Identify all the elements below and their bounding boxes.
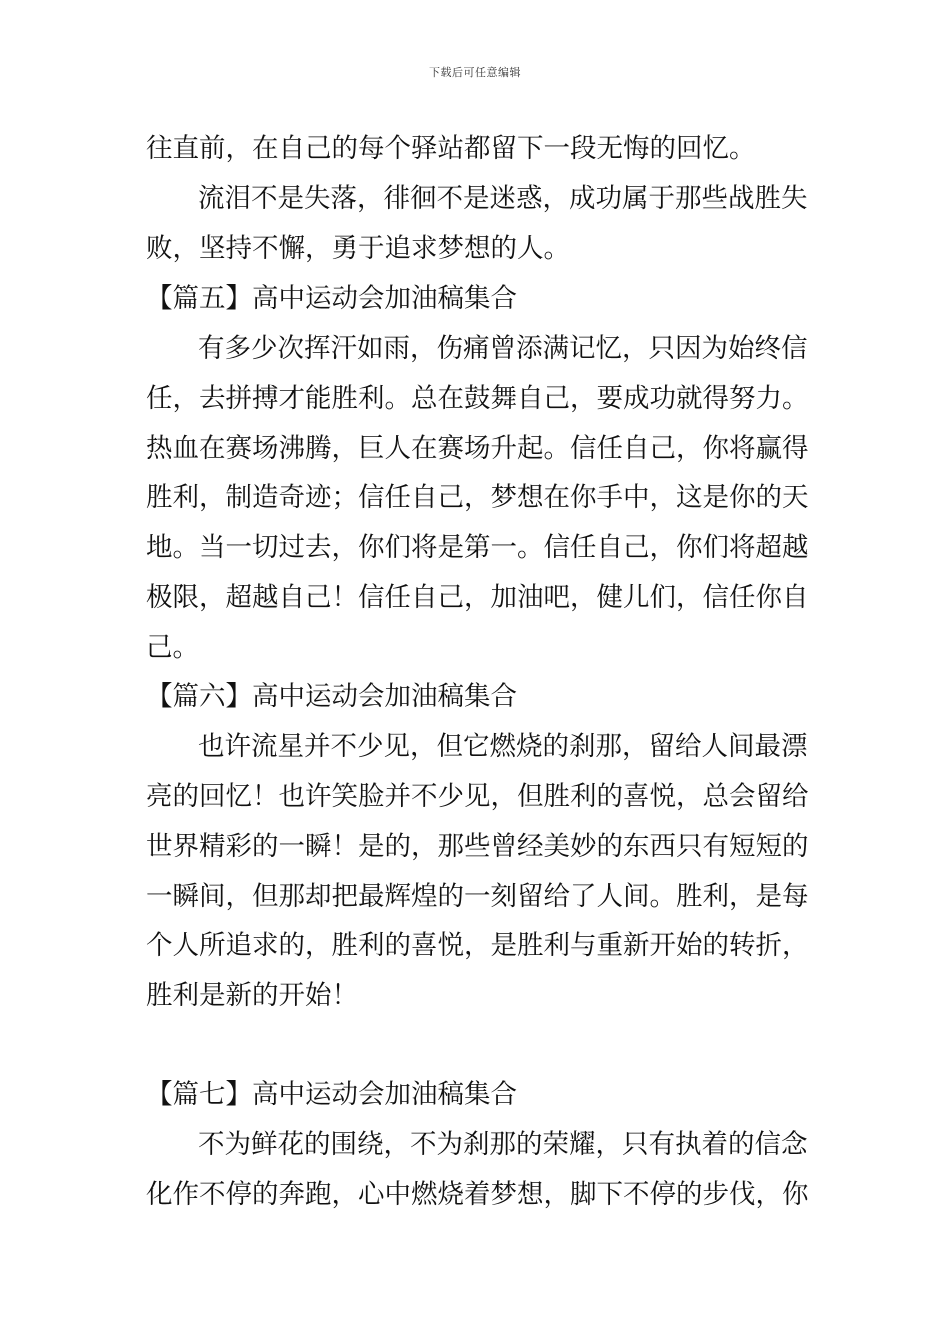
header-note: 下载后可任意编辑 [429,66,521,79]
paragraph-line: 一瞬间，但那却把最辉煌的一刻留给了人间。胜利，是每 [146,881,809,912]
paragraph-line: 己。 [146,632,199,663]
paragraph-line: 热血在赛场沸腾，巨人在赛场升起。信任自己，你将赢得 [146,433,809,464]
paragraph-line: 个人所追求的，胜利的喜悦，是胜利与重新开始的转折， [146,930,809,961]
paragraph-line: 亮的回忆！也许笑脸并不少见，但胜利的喜悦，总会留给 [146,781,809,812]
paragraph-line: 也许流星并不少见，但它燃烧的刹那，留给人间最漂 [198,731,808,762]
paragraph-line: 有多少次挥汗如雨，伤痛曾添满记忆，只因为始终信 [198,333,808,364]
paragraph-line: 不为鲜花的围绕，不为刹那的荣耀，只有执着的信念 [198,1129,808,1160]
paragraph-line: 化作不停的奔跑，心中燃烧着梦想，脚下不停的步伐，你 [146,1179,809,1210]
paragraph-line: 任，去拼搏才能胜利。总在鼓舞自己，要成功就得努力。 [146,383,809,414]
paragraph-line: 世界精彩的一瞬！是的，那些曾经美妙的东西只有短短的 [146,831,809,862]
paragraph-line: 极限，超越自己！信任自己，加油吧，健儿们，信任你自 [146,582,809,613]
section-heading-6: 【篇六】高中运动会加油稿集合 [146,681,517,712]
paragraph-line: 往直前，在自己的每个驿站都留下一段无悔的回忆。 [146,133,756,164]
paragraph-line: 地。当一切过去，你们将是第一。信任自己，你们将超越 [146,532,809,563]
paragraph-line: 胜利，制造奇迹；信任自己，梦想在你手中，这是你的天 [146,482,809,513]
section-heading-5: 【篇五】高中运动会加油稿集合 [146,283,517,314]
section-heading-7: 【篇七】高中运动会加油稿集合 [146,1079,517,1110]
paragraph-line: 败，坚持不懈，勇于追求梦想的人。 [146,233,570,264]
paragraph-line: 流泪不是失落，徘徊不是迷惑，成功属于那些战胜失 [198,183,808,214]
paragraph-line: 胜利是新的开始！ [146,980,358,1011]
